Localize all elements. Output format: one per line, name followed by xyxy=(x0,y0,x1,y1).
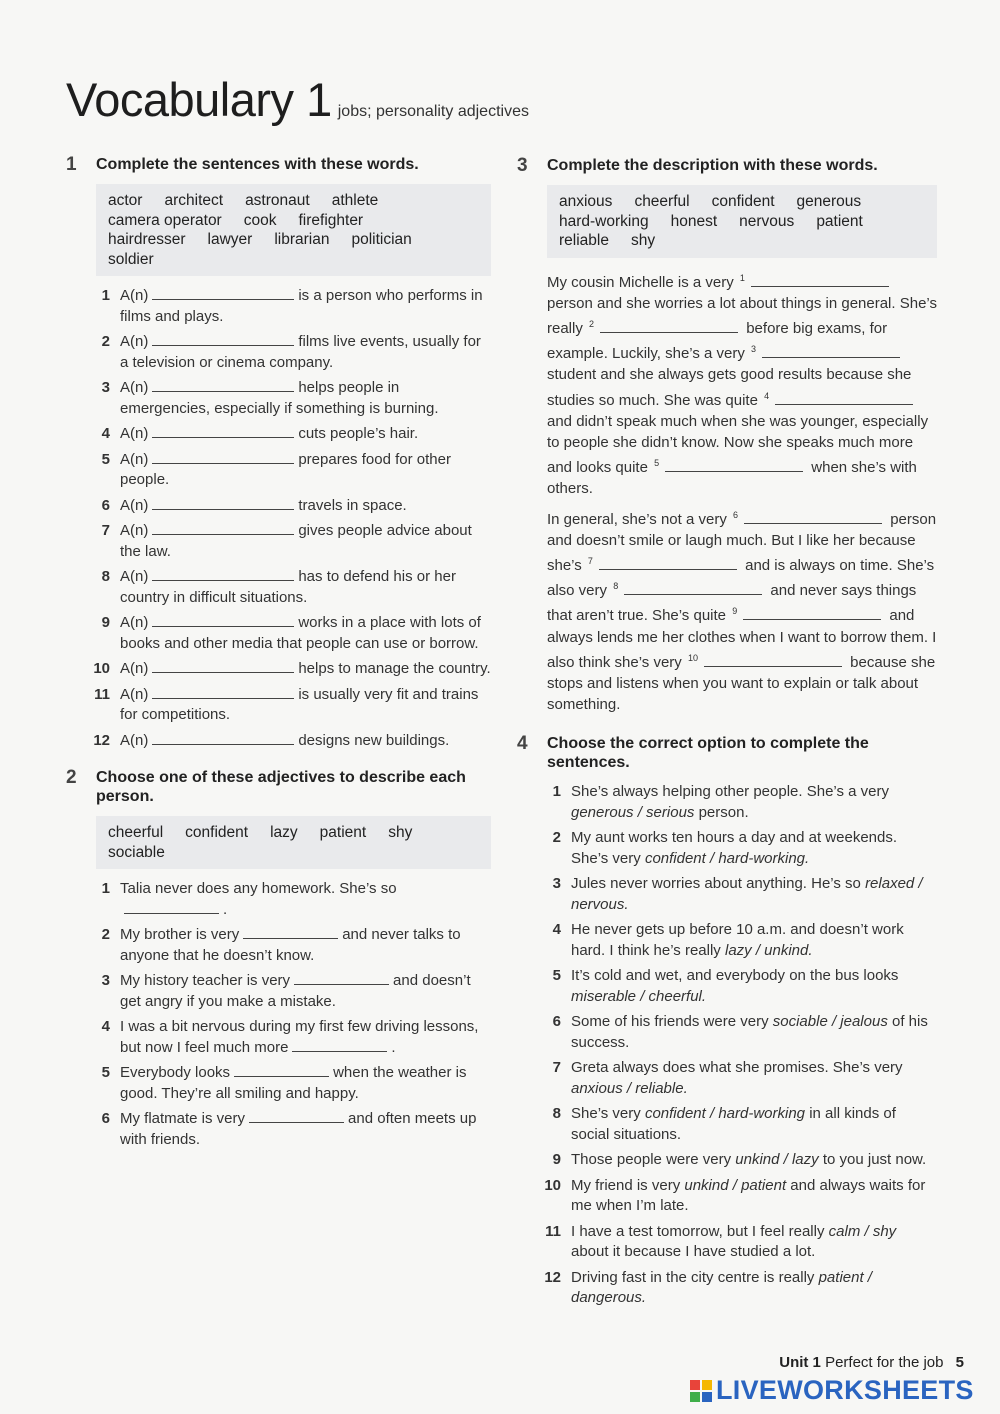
exercise-1-word-box xyxy=(96,184,491,276)
word-option: cheerful xyxy=(634,193,690,210)
item-text-after: . xyxy=(223,900,228,918)
answer-options[interactable]: unkind / lazy xyxy=(735,1151,819,1169)
word-option: actor xyxy=(108,192,143,209)
description-text: and is always on time. She’s also very xyxy=(547,556,935,600)
item-number: 3 xyxy=(101,972,110,989)
description-text: My cousin Michelle is a very xyxy=(547,273,734,291)
word-option: librarian xyxy=(274,231,330,248)
item-text xyxy=(120,879,491,920)
word-option: nervous xyxy=(739,212,795,230)
item-text xyxy=(120,450,491,491)
answer-blank[interactable] xyxy=(624,581,762,595)
list-item xyxy=(86,659,491,680)
item-number: 10 xyxy=(93,660,110,677)
item-number: 5 xyxy=(552,967,561,985)
answer-blank[interactable] xyxy=(243,925,338,939)
word-option: hairdresser xyxy=(108,231,186,248)
item-number: 8 xyxy=(552,1105,561,1123)
answer-blank[interactable] xyxy=(152,378,294,392)
item-text-before: Driving fast in the city centre is really xyxy=(571,1268,815,1286)
exercise-3-description xyxy=(547,268,937,716)
description-text: when she’s with others. xyxy=(547,459,917,498)
item-text xyxy=(571,1012,937,1053)
item-text-before: A(n) xyxy=(120,614,149,631)
item-text-before: My friend is very xyxy=(571,1176,681,1194)
description-text: and always lends me her clothes when I want to borrow them. I also think she’s very xyxy=(547,607,937,671)
answer-blank[interactable] xyxy=(152,450,294,464)
word-option: generous xyxy=(796,193,862,210)
item-text-after: travels in space. xyxy=(298,496,407,514)
item-text-after: and often meets up with friends. xyxy=(120,1110,477,1148)
item-text-before: A(n) xyxy=(120,685,149,703)
list-item xyxy=(537,1012,937,1053)
item-text-before: My flatmate is very xyxy=(120,1110,246,1127)
item-text-before: A(n) xyxy=(120,731,149,749)
word-option: astronaut xyxy=(245,192,310,209)
answer-options[interactable]: patient / dangerous. xyxy=(571,1268,872,1307)
description-text: In general, she’s not a very xyxy=(547,510,727,528)
blank-number: 5 xyxy=(654,458,660,469)
item-text-before: I was a bit nervous during my first few driving lessons, but now I feel much more xyxy=(120,1018,479,1056)
word-option: firefighter xyxy=(298,211,364,229)
word-option: shy xyxy=(630,232,656,249)
item-text xyxy=(120,1109,491,1150)
item-text xyxy=(571,874,937,915)
list-item xyxy=(86,1063,491,1104)
item-text-before: My aunt works ten hours a day and at weekends. She’s very xyxy=(571,829,898,867)
item-text-after: designs new buildings. xyxy=(298,731,450,749)
list-item xyxy=(86,378,491,419)
answer-blank[interactable] xyxy=(152,659,294,673)
item-text-before: Jules never worries about anything. He’s so xyxy=(571,875,861,893)
blank-number: 1 xyxy=(739,272,745,283)
answer-options[interactable]: relaxed / nervous. xyxy=(571,875,923,913)
blank-number: 3 xyxy=(751,344,757,355)
item-number: 3 xyxy=(101,379,110,396)
exercise-2-list xyxy=(86,879,491,1150)
answer-blank[interactable] xyxy=(665,458,803,472)
list-item xyxy=(86,971,491,1012)
list-item xyxy=(537,966,937,1007)
list-item xyxy=(537,920,937,961)
word-option: soldier xyxy=(108,250,154,268)
page-footer: Unit 1 Perfect for the job 5 xyxy=(779,1354,964,1371)
word-option: honest xyxy=(670,212,718,230)
answer-options[interactable]: sociable / jealous xyxy=(772,1013,888,1031)
item-text-before: He never gets up before 10 a.m. and doesn’t work hard. I think he’s really xyxy=(571,921,904,959)
list-item xyxy=(86,613,491,654)
item-number: 2 xyxy=(101,926,110,943)
answer-blank[interactable] xyxy=(152,613,294,627)
item-number: 5 xyxy=(101,1064,110,1081)
list-item xyxy=(86,731,491,752)
exercise-3-heading: 3 Complete the description with these words. xyxy=(517,155,878,176)
blank-number: 2 xyxy=(589,318,595,329)
item-number: 9 xyxy=(552,1151,561,1169)
exercise-1-list xyxy=(86,286,491,751)
word-option: confident xyxy=(711,193,775,210)
list-item xyxy=(86,685,491,726)
item-text-before: It’s cold and wet, and everybody on the bus looks xyxy=(571,967,899,985)
list-item xyxy=(537,782,937,823)
item-number: 3 xyxy=(552,875,561,893)
blank-number: 9 xyxy=(732,606,738,617)
item-text-after: has to defend his or her country in difficult situations. xyxy=(120,568,456,606)
list-item xyxy=(86,1109,491,1150)
answer-options[interactable]: confident / hard-working. xyxy=(644,849,810,867)
answer-blank[interactable] xyxy=(744,510,882,524)
answer-blank[interactable] xyxy=(152,424,294,438)
answer-blank[interactable] xyxy=(751,273,889,287)
item-text-before: Everybody looks xyxy=(120,1064,231,1081)
list-item xyxy=(537,1150,937,1171)
word-option: sociable xyxy=(108,843,165,861)
answer-blank[interactable] xyxy=(743,606,881,620)
item-number: 6 xyxy=(101,496,110,514)
list-item xyxy=(86,925,491,966)
item-number: 5 xyxy=(101,450,110,468)
item-number: 7 xyxy=(552,1059,561,1077)
word-option: cheerful xyxy=(108,824,164,841)
item-text-before: She’s very xyxy=(571,1105,641,1123)
item-text-before: A(n) xyxy=(120,425,149,442)
item-text xyxy=(571,1058,937,1099)
list-item xyxy=(86,450,491,491)
item-text xyxy=(120,1063,491,1104)
item-text-after: about it because I have studied a lot. xyxy=(571,1243,816,1261)
answer-blank[interactable] xyxy=(762,344,900,358)
answer-options[interactable]: confident / hard-working xyxy=(644,1105,806,1123)
item-text-after: cuts people’s hair. xyxy=(298,425,419,442)
item-number: 4 xyxy=(101,425,110,442)
answer-blank[interactable] xyxy=(249,1109,344,1123)
item-text-before: A(n) xyxy=(120,287,149,304)
word-option: patient xyxy=(816,212,863,230)
list-item xyxy=(86,332,491,373)
item-text xyxy=(120,925,491,966)
description-text: because she stops and listens when you want to explain or talk about something. xyxy=(547,653,936,714)
description-text: and never says things that aren’t true. She’s quite xyxy=(547,582,917,625)
item-text-after: is a person who performs in films and plays. xyxy=(120,287,483,325)
item-text xyxy=(571,1222,937,1263)
item-text-before: A(n) xyxy=(120,450,149,468)
word-option: reliable xyxy=(559,232,609,249)
item-number: 8 xyxy=(101,568,110,585)
item-text xyxy=(571,782,937,823)
item-text-after: works in a place with lots of books and other media that people can use or borrow. xyxy=(120,614,481,652)
item-text-after: to you just now. xyxy=(822,1151,927,1169)
item-number: 2 xyxy=(101,333,110,350)
item-text xyxy=(571,920,937,961)
item-text xyxy=(120,332,491,373)
answer-blank[interactable] xyxy=(292,1038,387,1052)
item-number: 11 xyxy=(94,685,110,703)
item-text-before: A(n) xyxy=(120,333,149,350)
item-text-before: I have a test tomorrow, but I feel really xyxy=(571,1222,825,1240)
answer-blank[interactable] xyxy=(124,900,219,914)
description-paragraph-1 xyxy=(547,268,937,500)
logo-squares-icon xyxy=(690,1380,712,1402)
item-text xyxy=(120,378,491,419)
item-text-after: and never talks to anyone that he doesn’t know. xyxy=(120,926,461,964)
list-item xyxy=(86,286,491,327)
list-item xyxy=(86,879,491,920)
answer-blank[interactable] xyxy=(294,971,389,985)
word-option: lazy xyxy=(270,824,298,841)
item-text xyxy=(120,521,491,562)
item-text-after: when the weather is good. They’re all smiling and happy. xyxy=(120,1064,467,1102)
item-number: 11 xyxy=(545,1222,561,1240)
item-text-before: A(n) xyxy=(120,379,149,396)
item-text xyxy=(120,567,491,608)
item-text-after: prepares food for other people. xyxy=(120,450,451,488)
item-number: 12 xyxy=(93,731,110,749)
item-text-before: A(n) xyxy=(120,496,149,514)
blank-number: 10 xyxy=(687,652,698,663)
answer-blank[interactable] xyxy=(599,556,737,570)
item-text-after: person. xyxy=(698,803,749,821)
exercise-4-heading: 4 Choose the correct option to complete the sentences. xyxy=(517,733,869,772)
item-text-before: She’s always helping other people. She’s a very xyxy=(571,783,889,801)
item-number: 1 xyxy=(101,287,110,304)
description-text: person and she worries a lot about things in general. She’s really xyxy=(547,294,937,337)
item-text xyxy=(571,966,937,1007)
item-number: 1 xyxy=(101,880,110,897)
word-option: patient xyxy=(319,824,367,841)
word-option: architect xyxy=(164,192,224,209)
list-item xyxy=(537,874,937,915)
word-option: shy xyxy=(388,824,413,841)
item-text xyxy=(120,971,491,1012)
item-text-before: A(n) xyxy=(120,522,149,539)
item-text-before: Some of his friends were very xyxy=(571,1013,769,1031)
exercise-2-word-box xyxy=(96,816,491,869)
word-option: politician xyxy=(351,231,412,248)
item-text xyxy=(571,1176,937,1217)
item-number: 9 xyxy=(101,614,110,631)
item-text-after: helps to manage the country. xyxy=(298,660,491,677)
liveworksheets-logo: LIVEWORKSHEETS xyxy=(690,1375,974,1406)
list-item xyxy=(537,1176,937,1217)
item-number: 6 xyxy=(552,1013,561,1031)
description-text: person and doesn’t smile or laugh much. But I like her because she’s xyxy=(547,510,937,574)
answer-options[interactable]: unkind / patient xyxy=(684,1176,787,1194)
item-text xyxy=(571,828,937,869)
answer-blank[interactable] xyxy=(152,496,294,510)
description-text: and didn’t speak much when she was younger, especially to people she didn’t know. Now she speaks much more and looks quite xyxy=(547,412,929,477)
answer-blank[interactable] xyxy=(234,1063,329,1077)
answer-blank[interactable] xyxy=(152,521,294,535)
word-option: anxious xyxy=(559,193,613,210)
answer-blank[interactable] xyxy=(152,286,294,300)
item-text xyxy=(120,731,491,752)
list-item xyxy=(86,521,491,562)
item-number: 6 xyxy=(101,1110,110,1127)
item-text-after: is usually very fit and trains for competitions. xyxy=(120,685,479,723)
item-text-before: Greta always does what she promises. She’s very xyxy=(571,1059,903,1077)
exercise-2-heading: 2 Choose one of these adjectives to describe each person. xyxy=(66,767,466,805)
answer-options[interactable]: generous / serious xyxy=(571,803,695,821)
answer-blank[interactable] xyxy=(704,653,842,667)
answer-blank[interactable] xyxy=(775,391,913,405)
answer-blank[interactable] xyxy=(152,567,294,581)
blank-number: 6 xyxy=(733,509,739,520)
exercise-1-heading: 1 Complete the sentences with these words. xyxy=(66,154,419,175)
list-item xyxy=(537,828,937,869)
answer-blank[interactable] xyxy=(600,319,738,333)
exercise-4-list xyxy=(537,782,937,1309)
description-text: student and she always gets good results because she studies so much. She was quite xyxy=(547,366,912,409)
item-text-before: A(n) xyxy=(120,568,149,585)
right-column xyxy=(517,156,937,1314)
word-option: cook xyxy=(243,211,277,229)
description-text: before big exams, for example. Luckily, she’s a very xyxy=(547,319,888,363)
item-text xyxy=(571,1268,937,1309)
list-item xyxy=(86,1017,491,1058)
list-item xyxy=(86,496,491,517)
item-text-after: helps people in emergencies, especially if something is burning. xyxy=(120,379,439,417)
word-option: hard-working xyxy=(559,212,649,230)
answer-options[interactable]: miserable / cheerful. xyxy=(571,987,707,1005)
blank-number: 7 xyxy=(587,555,593,566)
page-title: Vocabulary 1 jobs; personality adjectives xyxy=(66,73,529,126)
item-number: 10 xyxy=(544,1176,561,1194)
description-paragraph-2 xyxy=(547,505,937,716)
list-item xyxy=(86,424,491,445)
item-text-before: Talia never does any homework. She’s so xyxy=(120,880,397,897)
item-text xyxy=(120,496,491,517)
item-text xyxy=(120,613,491,654)
item-text xyxy=(120,286,491,327)
item-number: 7 xyxy=(101,522,110,539)
item-text xyxy=(120,424,491,445)
item-text xyxy=(571,1150,937,1171)
item-text-after: . xyxy=(391,1038,396,1056)
list-item xyxy=(86,567,491,608)
answer-options[interactable]: anxious / reliable. xyxy=(571,1079,688,1097)
word-option: camera operator xyxy=(108,211,222,229)
item-number: 1 xyxy=(552,783,561,801)
list-item xyxy=(537,1222,937,1263)
item-text-before: Those people were very xyxy=(571,1151,732,1169)
item-text-after: and always waits for me when I’m late. xyxy=(571,1176,926,1215)
blank-number: 4 xyxy=(764,390,770,401)
item-text-after: in all kinds of social situations. xyxy=(571,1105,896,1143)
answer-blank[interactable] xyxy=(152,685,294,699)
item-text xyxy=(120,685,491,726)
item-text-after: of his success. xyxy=(571,1013,928,1051)
answer-blank[interactable] xyxy=(152,332,294,346)
item-number: 12 xyxy=(544,1268,561,1286)
item-text-after: and doesn’t get angry if you make a mistake. xyxy=(120,972,471,1010)
item-text-before: A(n) xyxy=(120,660,149,677)
item-text-after: films live events, usually for a television or cinema company. xyxy=(120,333,481,371)
word-option: confident xyxy=(185,824,249,841)
item-number: 4 xyxy=(552,921,561,939)
answer-blank[interactable] xyxy=(152,731,294,745)
list-item xyxy=(537,1104,937,1145)
answer-options[interactable]: lazy / unkind. xyxy=(724,941,813,959)
item-number: 2 xyxy=(552,829,561,847)
word-option: lawyer xyxy=(207,231,253,248)
item-text-after: gives people advice about the law. xyxy=(120,522,472,560)
word-option: athlete xyxy=(331,192,379,209)
list-item xyxy=(537,1268,937,1309)
blank-number: 8 xyxy=(613,581,619,592)
left-column xyxy=(66,155,491,1155)
page-subtitle: jobs; personality adjectives xyxy=(337,103,529,120)
item-text xyxy=(120,1017,491,1058)
exercise-3-word-box xyxy=(547,185,937,258)
list-item xyxy=(537,1058,937,1099)
item-text xyxy=(120,659,491,680)
item-text-before: My brother is very xyxy=(120,926,240,943)
item-text-before: My history teacher is very xyxy=(120,972,291,989)
item-text xyxy=(571,1104,937,1145)
item-number: 4 xyxy=(101,1018,110,1035)
answer-options[interactable]: calm / shy xyxy=(828,1222,897,1240)
